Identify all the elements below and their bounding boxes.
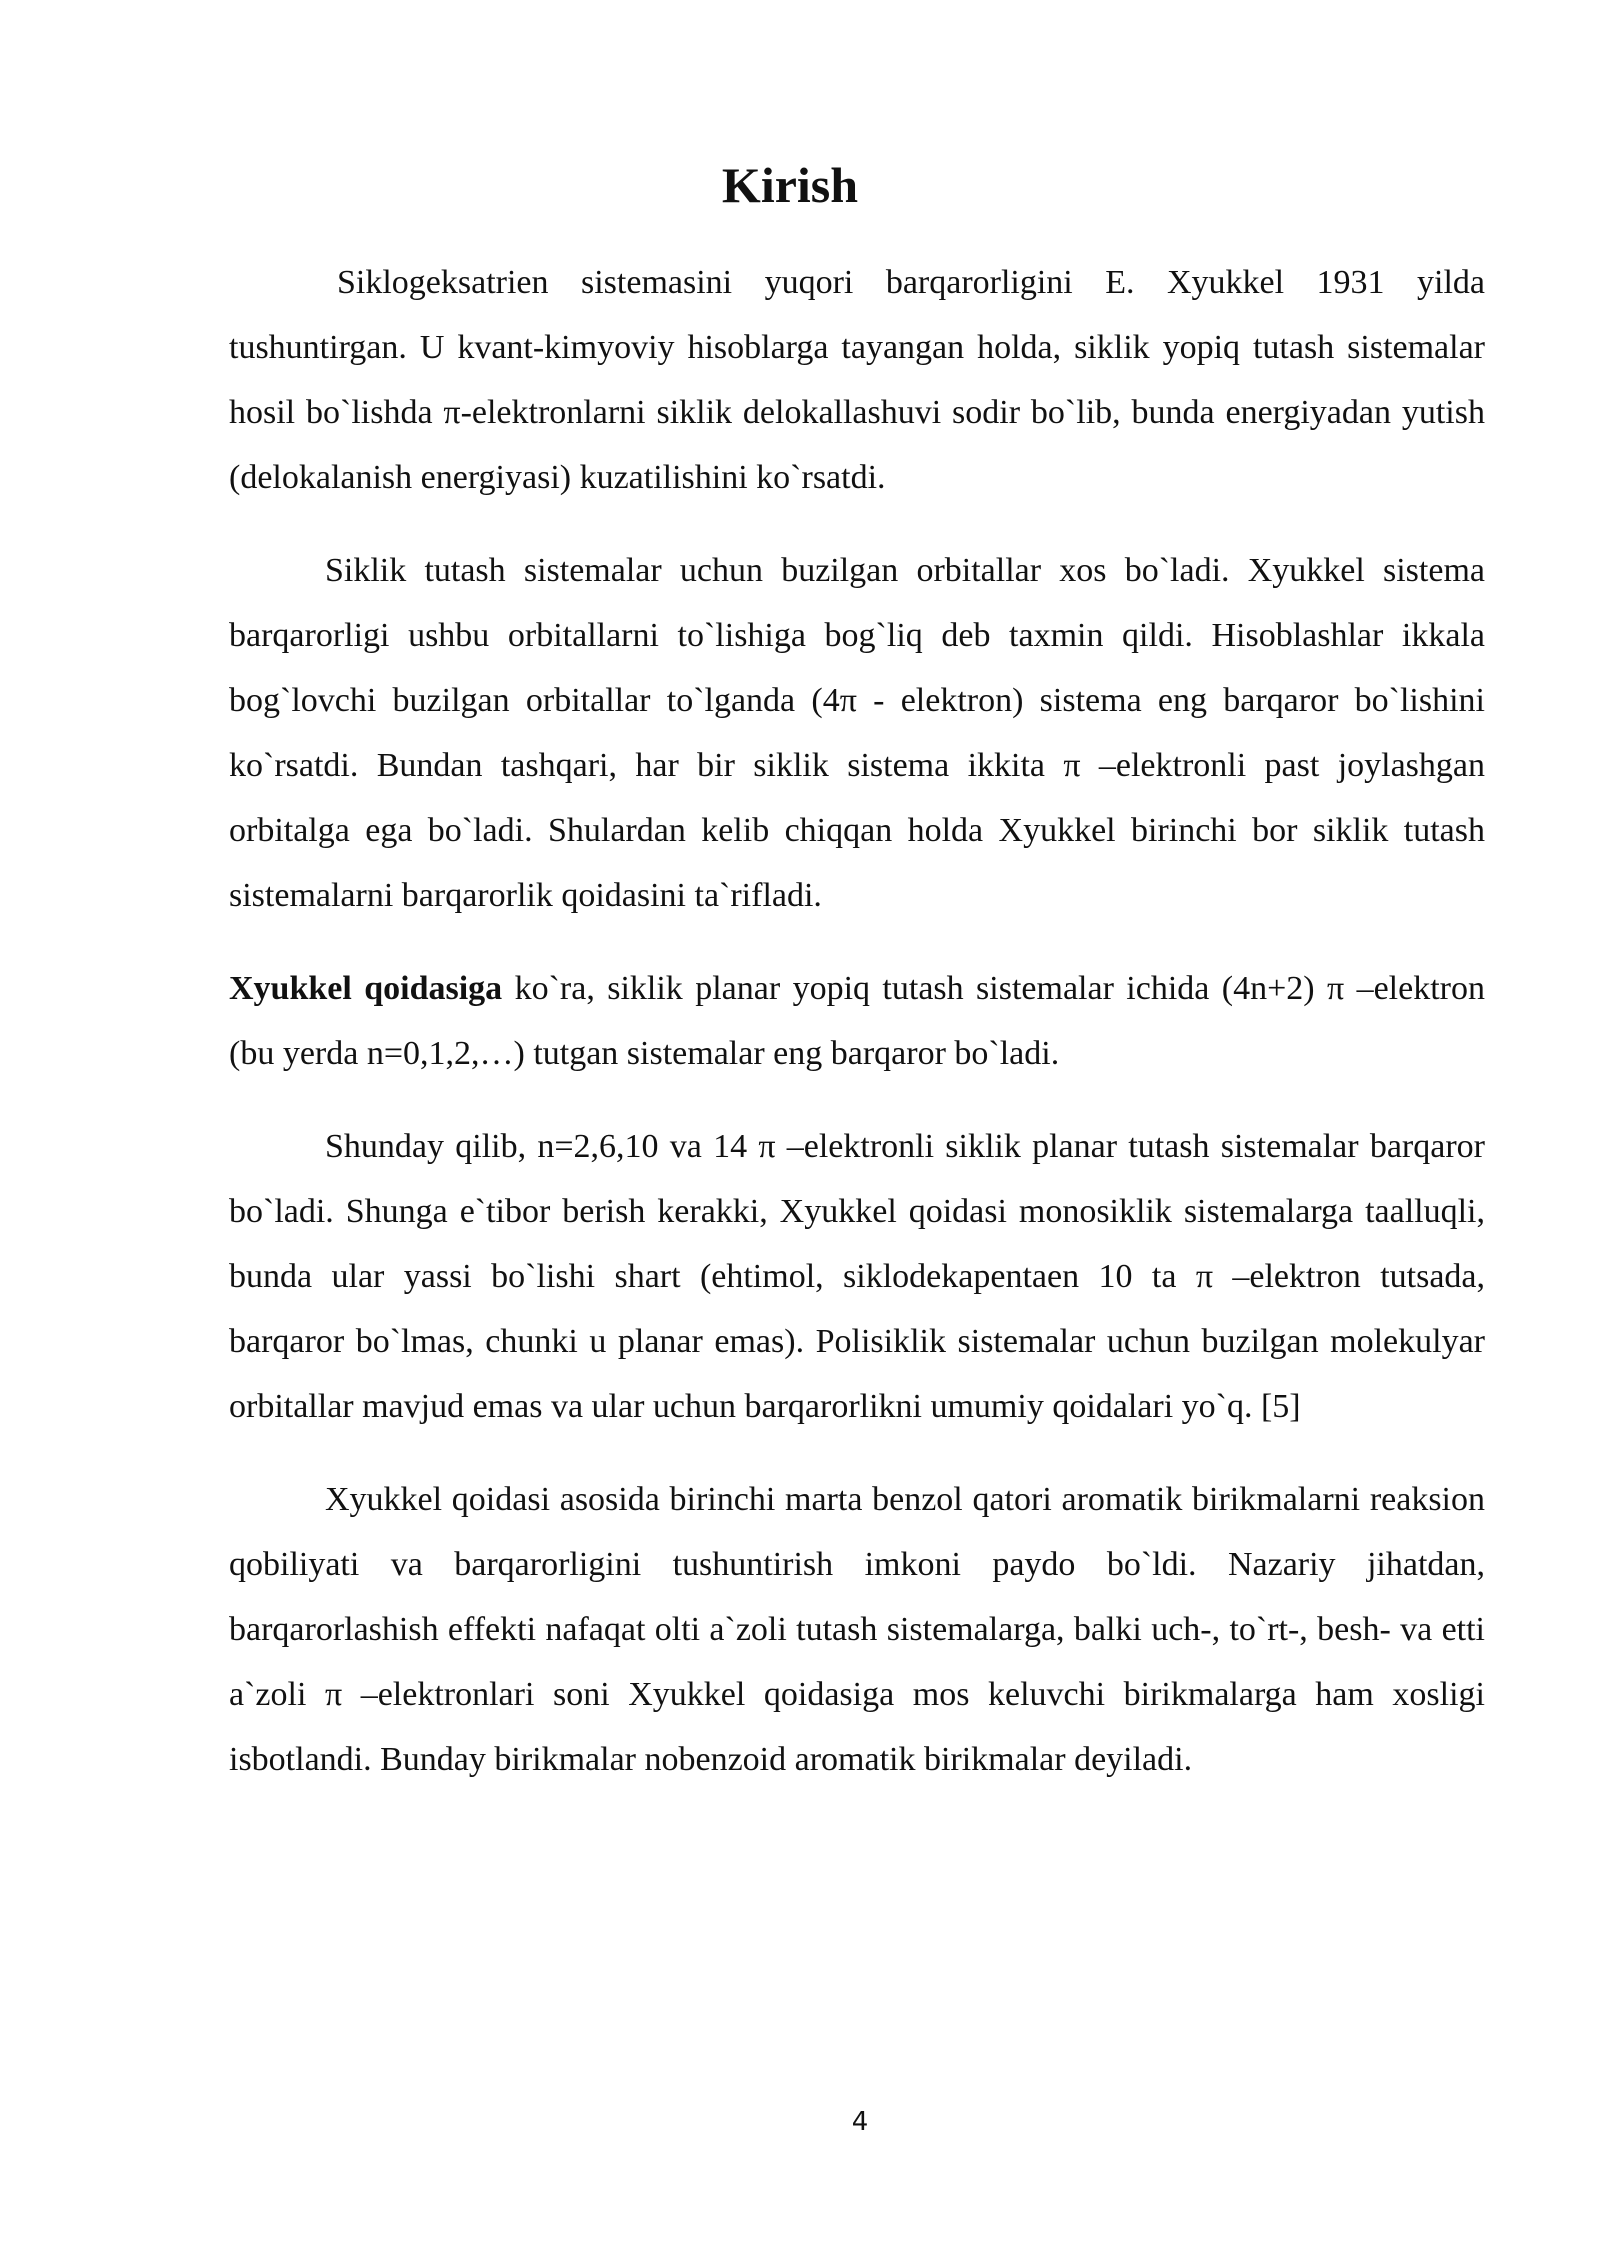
page-number: 4 [851,2107,869,2137]
paragraph-3 [229,956,1485,1086]
paragraph-4: Shunday qilib, n=2,6,10 va 14 π –elektronli siklik planar tutash sistemalar barqaror bo`ladi. Shunga e`tibor berish kerakki, Xyukkel qoidasi monosiklik sistemalarga taalluqli, bunda ular yassi bo`lishi shart (ehtimol, siklodekapentaen 10 ta π –elektron tutsada, barqaror bo`lmas, chunki u planar emas). Polisiklik sistemalar uchun buzilgan molekulyar orbitallar mavjud emas va ular uchun barqarorlikni umumiy qoidalari yo`q. [5] [229,1128,1485,1425]
rule-text: ko`ra, siklik planar yopiq tutash sistemalar ichida (4n+2) π –elektron (bu yerda n=0,1,2,…) tutgan sistemalar eng barqaror bo`ladi. [229,970,1485,1072]
page-title: Kirish [721,157,859,213]
paragraph-5: Xyukkel qoidasi asosida birinchi marta benzol qatori aromatik birikmalarni reaksion qobiliyati va barqarorligini tushuntirish imkoni paydo bo`ldi. Nazariy jihatdan, barqarorlashish effekti nafaqat olti a`zoli tutash sistemalarga, balki uch-, to`rt-, besh- va etti a`zoli π –elektronlari soni Xyukkel qoidasiga mos keluvchi birikmalarga ham xosligi isbotlandi. Bunday birikmalar nobenzoid aromatik birikmalar deyiladi. [229,1481,1485,1778]
paragraph-2: Siklik tutash sistemalar uchun buzilgan orbitallar xos bo`ladi. Xyukkel sistema barqarorligi ushbu orbitallarni to`lishiga bog`liq deb taxmin qildi. Hisoblashlar ikkala bog`lovchi buzilgan orbitallar to`lganda (4π - elektron) sistema eng barqaror bo`lishini ko`rsatdi. Bundan tashqari, har bir siklik sistema ikkita π –elektronli past joylashgan orbitalga ega bo`ladi. Shulardan kelib chiqqan holda Xyukkel birinchi bor siklik tutash sistemalarni barqarorlik qoidasini ta`rifladi. [229,552,1485,914]
body-text [229,250,1485,1820]
rule-term: Xyukkel qoidasiga [229,970,503,1007]
paragraph-1: Siklogeksatrien sistemasini yuqori barqarorligini E. Xyukkel 1931 yilda tushuntirgan. U kvant-kimyoviy hisoblarga tayangan holda, siklik yopiq tutash sistemalar hosil bo`lishda π-elektronlarni siklik delokallashuvi sodir bo`lib, bunda energiyadan yutish (delokalanish energiyasi) kuzatilishini ko`rsatdi. [229,264,1485,496]
